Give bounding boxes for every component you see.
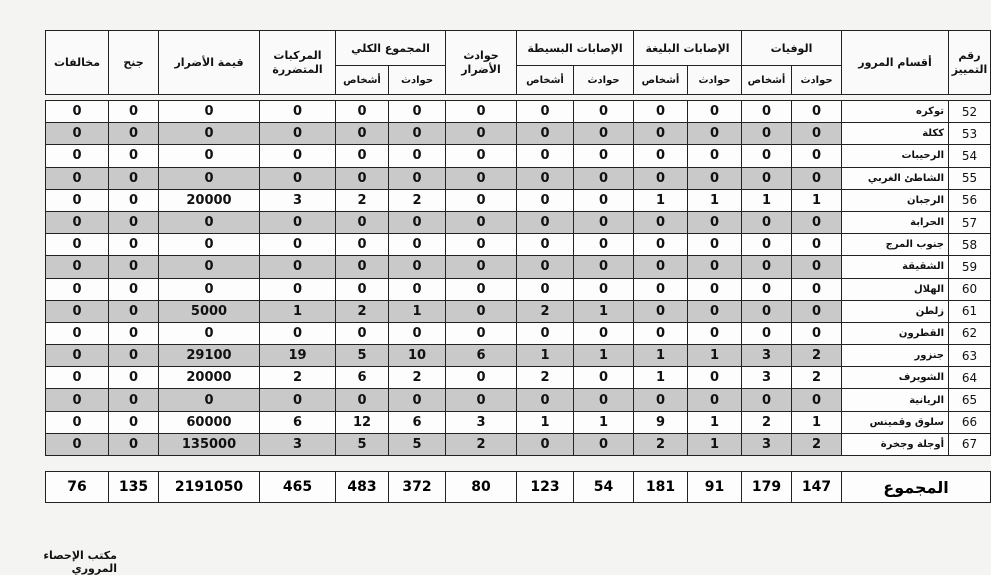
department-name-cell: جنوب المرج bbox=[842, 234, 949, 256]
deaths-accidents-cell: 0 bbox=[792, 300, 842, 322]
damage-value-cell: 0 bbox=[159, 234, 260, 256]
minor-persons-cell: 0 bbox=[517, 123, 574, 145]
row-number-cell: 55 bbox=[949, 167, 991, 189]
total-severe-persons: 181 bbox=[634, 472, 688, 503]
misdemeanors-cell: 0 bbox=[109, 389, 159, 411]
violations-cell: 0 bbox=[46, 322, 109, 344]
damaged-vehicles-cell: 0 bbox=[260, 101, 336, 123]
overall-persons-cell: 5 bbox=[336, 433, 389, 455]
deaths-persons-cell: 3 bbox=[742, 433, 792, 455]
damage-value-cell: 29100 bbox=[159, 345, 260, 367]
damaged-vehicles-cell: 0 bbox=[260, 145, 336, 167]
damage-accidents-cell: 0 bbox=[446, 101, 517, 123]
department-name-cell: القطرون bbox=[842, 322, 949, 344]
violations-cell: 0 bbox=[46, 300, 109, 322]
subheader-accidents: حوادث bbox=[688, 66, 742, 95]
deaths-accidents-cell: 1 bbox=[792, 189, 842, 211]
department-name-cell: الهلال bbox=[842, 278, 949, 300]
damage-accidents-cell: 0 bbox=[446, 322, 517, 344]
header-department: أقسام المرور bbox=[842, 31, 949, 95]
damage-value-cell: 0 bbox=[159, 322, 260, 344]
overall-accidents-cell: 0 bbox=[389, 322, 446, 344]
severe-accidents-cell: 0 bbox=[688, 367, 742, 389]
violations-cell: 0 bbox=[46, 433, 109, 455]
misdemeanors-cell: 0 bbox=[109, 345, 159, 367]
total-misdemeanors: 135 bbox=[109, 472, 159, 503]
deaths-persons-cell: 0 bbox=[742, 389, 792, 411]
deaths-persons-cell: 0 bbox=[742, 145, 792, 167]
table-row bbox=[46, 278, 991, 300]
misdemeanors-cell: 0 bbox=[109, 123, 159, 145]
subheader-accidents: حوادث bbox=[792, 66, 842, 95]
row-number-cell: 52 bbox=[949, 101, 991, 123]
overall-accidents-cell: 6 bbox=[389, 411, 446, 433]
damaged-vehicles-cell: 0 bbox=[260, 211, 336, 233]
severe-accidents-cell: 0 bbox=[688, 123, 742, 145]
subheader-persons: أشخاص bbox=[742, 66, 792, 95]
subheader-persons: أشخاص bbox=[517, 66, 574, 95]
overall-accidents-cell: 0 bbox=[389, 101, 446, 123]
header-row-number: رقم التمييز bbox=[949, 31, 991, 95]
row-number-cell: 67 bbox=[949, 433, 991, 455]
damage-value-cell: 0 bbox=[159, 123, 260, 145]
minor-accidents-cell: 0 bbox=[574, 433, 634, 455]
overall-persons-cell: 0 bbox=[336, 278, 389, 300]
deaths-accidents-cell: 0 bbox=[792, 322, 842, 344]
department-name-cell: توكره bbox=[842, 101, 949, 123]
deaths-accidents-cell: 0 bbox=[792, 389, 842, 411]
deaths-accidents-cell: 0 bbox=[792, 234, 842, 256]
violations-cell: 0 bbox=[46, 167, 109, 189]
header-overall-total: المجموع الكلي bbox=[336, 31, 446, 66]
deaths-accidents-cell: 2 bbox=[792, 345, 842, 367]
row-number-cell: 63 bbox=[949, 345, 991, 367]
deaths-accidents-cell: 0 bbox=[792, 123, 842, 145]
overall-persons-cell: 12 bbox=[336, 411, 389, 433]
table-row bbox=[46, 211, 991, 233]
damaged-vehicles-cell: 6 bbox=[260, 411, 336, 433]
misdemeanors-cell: 0 bbox=[109, 145, 159, 167]
deaths-accidents-cell: 2 bbox=[792, 433, 842, 455]
table-row bbox=[46, 189, 991, 211]
severe-accidents-cell: 1 bbox=[688, 189, 742, 211]
damaged-vehicles-cell: 2 bbox=[260, 367, 336, 389]
table-row bbox=[46, 345, 991, 367]
deaths-accidents-cell: 0 bbox=[792, 145, 842, 167]
subheader-persons: أشخاص bbox=[634, 66, 688, 95]
misdemeanors-cell: 0 bbox=[109, 367, 159, 389]
deaths-persons-cell: 0 bbox=[742, 211, 792, 233]
minor-persons-cell: 2 bbox=[517, 300, 574, 322]
row-number-cell: 54 bbox=[949, 145, 991, 167]
damage-value-cell: 135000 bbox=[159, 433, 260, 455]
subheader-accidents: حوادث bbox=[574, 66, 634, 95]
table-row bbox=[46, 367, 991, 389]
overall-persons-cell: 0 bbox=[336, 234, 389, 256]
deaths-persons-cell: 2 bbox=[742, 411, 792, 433]
minor-persons-cell: 0 bbox=[517, 322, 574, 344]
deaths-persons-cell: 0 bbox=[742, 101, 792, 123]
subheader-accidents: حوادث bbox=[389, 66, 446, 95]
overall-persons-cell: 0 bbox=[336, 167, 389, 189]
damage-value-cell: 0 bbox=[159, 145, 260, 167]
violations-cell: 0 bbox=[46, 101, 109, 123]
department-name-cell: جنزور bbox=[842, 345, 949, 367]
minor-accidents-cell: 1 bbox=[574, 300, 634, 322]
minor-persons-cell: 0 bbox=[517, 189, 574, 211]
total-damage-accidents: 80 bbox=[446, 472, 517, 503]
damaged-vehicles-cell: 3 bbox=[260, 189, 336, 211]
row-number-cell: 59 bbox=[949, 256, 991, 278]
minor-accidents-cell: 0 bbox=[574, 389, 634, 411]
misdemeanors-cell: 0 bbox=[109, 234, 159, 256]
department-name-cell: أوجلة وجخرة bbox=[842, 433, 949, 455]
damage-accidents-cell: 0 bbox=[446, 211, 517, 233]
overall-accidents-cell: 0 bbox=[389, 123, 446, 145]
overall-persons-cell: 0 bbox=[336, 145, 389, 167]
deaths-accidents-cell: 0 bbox=[792, 278, 842, 300]
damage-value-cell: 60000 bbox=[159, 411, 260, 433]
row-number-cell: 62 bbox=[949, 322, 991, 344]
minor-persons-cell: 2 bbox=[517, 367, 574, 389]
overall-persons-cell: 0 bbox=[336, 322, 389, 344]
damage-accidents-cell: 0 bbox=[446, 234, 517, 256]
damaged-vehicles-cell: 0 bbox=[260, 322, 336, 344]
total-minor-accidents: 54 bbox=[574, 472, 634, 503]
damage-accidents-cell: 0 bbox=[446, 389, 517, 411]
damage-value-cell: 20000 bbox=[159, 367, 260, 389]
overall-persons-cell: 0 bbox=[336, 211, 389, 233]
row-number-cell: 57 bbox=[949, 211, 991, 233]
violations-cell: 0 bbox=[46, 367, 109, 389]
violations-cell: 0 bbox=[46, 256, 109, 278]
header-damage-value: قيمة الأضرار bbox=[159, 31, 260, 95]
damaged-vehicles-cell: 0 bbox=[260, 167, 336, 189]
violations-cell: 0 bbox=[46, 389, 109, 411]
row-number-cell: 53 bbox=[949, 123, 991, 145]
table-row bbox=[46, 433, 991, 455]
violations-cell: 0 bbox=[46, 211, 109, 233]
severe-persons-cell: 0 bbox=[634, 322, 688, 344]
table-row bbox=[46, 167, 991, 189]
deaths-accidents-cell: 0 bbox=[792, 101, 842, 123]
department-name-cell: الشويرف bbox=[842, 367, 949, 389]
severe-persons-cell: 0 bbox=[634, 123, 688, 145]
severe-accidents-cell: 0 bbox=[688, 278, 742, 300]
misdemeanors-cell: 0 bbox=[109, 189, 159, 211]
minor-accidents-cell: 0 bbox=[574, 101, 634, 123]
table-row bbox=[46, 145, 991, 167]
deaths-persons-cell: 0 bbox=[742, 322, 792, 344]
minor-persons-cell: 1 bbox=[517, 345, 574, 367]
damage-accidents-cell: 0 bbox=[446, 367, 517, 389]
overall-accidents-cell: 1 bbox=[389, 300, 446, 322]
overall-accidents-cell: 2 bbox=[389, 189, 446, 211]
row-number-cell: 56 bbox=[949, 189, 991, 211]
misdemeanors-cell: 0 bbox=[109, 278, 159, 300]
table-row bbox=[46, 123, 991, 145]
deaths-persons-cell: 0 bbox=[742, 123, 792, 145]
severe-persons-cell: 1 bbox=[634, 367, 688, 389]
overall-accidents-cell: 0 bbox=[389, 211, 446, 233]
totals-label: المجموع bbox=[842, 472, 991, 503]
department-name-cell: ككلة bbox=[842, 123, 949, 145]
minor-accidents-cell: 0 bbox=[574, 211, 634, 233]
table-row bbox=[46, 322, 991, 344]
minor-accidents-cell: 1 bbox=[574, 345, 634, 367]
minor-persons-cell: 0 bbox=[517, 234, 574, 256]
minor-accidents-cell: 0 bbox=[574, 322, 634, 344]
severe-accidents-cell: 0 bbox=[688, 300, 742, 322]
deaths-accidents-cell: 0 bbox=[792, 256, 842, 278]
header-minor-injuries: الإصابات البسيطة bbox=[517, 31, 634, 66]
minor-accidents-cell: 0 bbox=[574, 278, 634, 300]
overall-persons-cell: 0 bbox=[336, 123, 389, 145]
misdemeanors-cell: 0 bbox=[109, 101, 159, 123]
severe-persons-cell: 0 bbox=[634, 234, 688, 256]
violations-cell: 0 bbox=[46, 278, 109, 300]
damage-value-cell: 5000 bbox=[159, 300, 260, 322]
department-name-cell: الشقيقة bbox=[842, 256, 949, 278]
minor-persons-cell: 0 bbox=[517, 256, 574, 278]
minor-persons-cell: 0 bbox=[517, 278, 574, 300]
total-deaths-accidents: 147 bbox=[792, 472, 842, 503]
minor-accidents-cell: 0 bbox=[574, 234, 634, 256]
violations-cell: 0 bbox=[46, 345, 109, 367]
deaths-persons-cell: 3 bbox=[742, 345, 792, 367]
row-number-cell: 66 bbox=[949, 411, 991, 433]
overall-persons-cell: 2 bbox=[336, 189, 389, 211]
deaths-accidents-cell: 2 bbox=[792, 367, 842, 389]
severe-accidents-cell: 1 bbox=[688, 345, 742, 367]
damaged-vehicles-cell: 0 bbox=[260, 389, 336, 411]
total-severe-accidents: 91 bbox=[688, 472, 742, 503]
total-violations: 76 bbox=[46, 472, 109, 503]
misdemeanors-cell: 0 bbox=[109, 300, 159, 322]
minor-persons-cell: 0 bbox=[517, 211, 574, 233]
damage-value-cell: 0 bbox=[159, 278, 260, 300]
damaged-vehicles-cell: 0 bbox=[260, 278, 336, 300]
overall-persons-cell: 0 bbox=[336, 389, 389, 411]
violations-cell: 0 bbox=[46, 234, 109, 256]
minor-accidents-cell: 0 bbox=[574, 145, 634, 167]
severe-persons-cell: 1 bbox=[634, 345, 688, 367]
severe-accidents-cell: 0 bbox=[688, 145, 742, 167]
damaged-vehicles-cell: 1 bbox=[260, 300, 336, 322]
damage-accidents-cell: 0 bbox=[446, 123, 517, 145]
deaths-accidents-cell: 0 bbox=[792, 167, 842, 189]
table-row bbox=[46, 300, 991, 322]
damage-accidents-cell: 0 bbox=[446, 167, 517, 189]
overall-persons-cell: 2 bbox=[336, 300, 389, 322]
damage-accidents-cell: 3 bbox=[446, 411, 517, 433]
severe-persons-cell: 0 bbox=[634, 300, 688, 322]
minor-persons-cell: 0 bbox=[517, 145, 574, 167]
deaths-persons-cell: 0 bbox=[742, 256, 792, 278]
overall-persons-cell: 0 bbox=[336, 256, 389, 278]
misdemeanors-cell: 0 bbox=[109, 411, 159, 433]
damage-accidents-cell: 0 bbox=[446, 278, 517, 300]
department-name-cell: الشاطئ الغربي bbox=[842, 167, 949, 189]
severe-accidents-cell: 1 bbox=[688, 433, 742, 455]
severe-persons-cell: 0 bbox=[634, 389, 688, 411]
total-damage-value: 2191050 bbox=[159, 472, 260, 503]
overall-accidents-cell: 0 bbox=[389, 256, 446, 278]
damage-accidents-cell: 0 bbox=[446, 189, 517, 211]
row-number-cell: 64 bbox=[949, 367, 991, 389]
total-overall-accidents: 372 bbox=[389, 472, 446, 503]
subheader-persons: أشخاص bbox=[336, 66, 389, 95]
damaged-vehicles-cell: 0 bbox=[260, 123, 336, 145]
overall-accidents-cell: 0 bbox=[389, 167, 446, 189]
violations-cell: 0 bbox=[46, 189, 109, 211]
severe-persons-cell: 0 bbox=[634, 101, 688, 123]
header-deaths: الوفيات bbox=[742, 31, 842, 66]
severe-accidents-cell: 0 bbox=[688, 101, 742, 123]
damaged-vehicles-cell: 0 bbox=[260, 234, 336, 256]
department-name-cell: زلطن bbox=[842, 300, 949, 322]
minor-accidents-cell: 0 bbox=[574, 256, 634, 278]
overall-accidents-cell: 0 bbox=[389, 389, 446, 411]
damage-accidents-cell: 0 bbox=[446, 145, 517, 167]
violations-cell: 0 bbox=[46, 123, 109, 145]
overall-accidents-cell: 0 bbox=[389, 234, 446, 256]
misdemeanors-cell: 0 bbox=[109, 433, 159, 455]
deaths-accidents-cell: 1 bbox=[792, 411, 842, 433]
minor-accidents-cell: 0 bbox=[574, 123, 634, 145]
severe-accidents-cell: 0 bbox=[688, 256, 742, 278]
overall-accidents-cell: 0 bbox=[389, 145, 446, 167]
minor-accidents-cell: 1 bbox=[574, 411, 634, 433]
deaths-persons-cell: 0 bbox=[742, 278, 792, 300]
minor-accidents-cell: 0 bbox=[574, 167, 634, 189]
damage-value-cell: 20000 bbox=[159, 189, 260, 211]
deaths-persons-cell: 0 bbox=[742, 234, 792, 256]
damage-value-cell: 0 bbox=[159, 167, 260, 189]
row-number-cell: 65 bbox=[949, 389, 991, 411]
minor-persons-cell: 0 bbox=[517, 389, 574, 411]
total-damaged-vehicles: 465 bbox=[260, 472, 336, 503]
overall-persons-cell: 6 bbox=[336, 367, 389, 389]
overall-accidents-cell: 5 bbox=[389, 433, 446, 455]
overall-persons-cell: 0 bbox=[336, 101, 389, 123]
table-row bbox=[46, 256, 991, 278]
severe-persons-cell: 0 bbox=[634, 278, 688, 300]
total-deaths-persons: 179 bbox=[742, 472, 792, 503]
department-name-cell: الرحيبات bbox=[842, 145, 949, 167]
minor-persons-cell: 0 bbox=[517, 433, 574, 455]
minor-persons-cell: 0 bbox=[517, 101, 574, 123]
deaths-persons-cell: 0 bbox=[742, 167, 792, 189]
overall-persons-cell: 5 bbox=[336, 345, 389, 367]
header-violations: مخالفات bbox=[46, 31, 109, 95]
minor-persons-cell: 0 bbox=[517, 167, 574, 189]
damage-accidents-cell: 2 bbox=[446, 433, 517, 455]
misdemeanors-cell: 0 bbox=[109, 211, 159, 233]
department-name-cell: سلوق وقمينس bbox=[842, 411, 949, 433]
row-number-cell: 60 bbox=[949, 278, 991, 300]
severe-persons-cell: 0 bbox=[634, 211, 688, 233]
damaged-vehicles-cell: 0 bbox=[260, 256, 336, 278]
overall-accidents-cell: 0 bbox=[389, 278, 446, 300]
table-row bbox=[46, 101, 991, 123]
header-damage-accidents: حوادث الأضرار bbox=[446, 31, 517, 95]
severe-accidents-cell: 0 bbox=[688, 389, 742, 411]
damaged-vehicles-cell: 3 bbox=[260, 433, 336, 455]
misdemeanors-cell: 0 bbox=[109, 167, 159, 189]
violations-cell: 0 bbox=[46, 145, 109, 167]
severe-persons-cell: 0 bbox=[634, 256, 688, 278]
severe-persons-cell: 2 bbox=[634, 433, 688, 455]
severe-persons-cell: 0 bbox=[634, 145, 688, 167]
department-name-cell: الرجبان bbox=[842, 189, 949, 211]
total-minor-persons: 123 bbox=[517, 472, 574, 503]
deaths-persons-cell: 0 bbox=[742, 300, 792, 322]
damage-value-cell: 0 bbox=[159, 389, 260, 411]
damage-value-cell: 0 bbox=[159, 101, 260, 123]
damaged-vehicles-cell: 19 bbox=[260, 345, 336, 367]
misdemeanors-cell: 0 bbox=[109, 322, 159, 344]
minor-accidents-cell: 0 bbox=[574, 367, 634, 389]
table-row bbox=[46, 389, 991, 411]
severe-accidents-cell: 0 bbox=[688, 322, 742, 344]
severe-accidents-cell: 0 bbox=[688, 211, 742, 233]
deaths-persons-cell: 3 bbox=[742, 367, 792, 389]
traffic-statistics-table bbox=[45, 30, 991, 456]
row-number-cell: 61 bbox=[949, 300, 991, 322]
footer-office-name: مكتب الإحصاء المروري bbox=[43, 549, 117, 575]
misdemeanors-cell: 0 bbox=[109, 256, 159, 278]
header-damaged-vehicles: المركبات المتضررة bbox=[260, 31, 336, 95]
table-row bbox=[46, 234, 991, 256]
severe-persons-cell: 1 bbox=[634, 189, 688, 211]
damage-value-cell: 0 bbox=[159, 256, 260, 278]
header-misdemeanors: جنح bbox=[109, 31, 159, 95]
damage-value-cell: 0 bbox=[159, 211, 260, 233]
damage-accidents-cell: 6 bbox=[446, 345, 517, 367]
violations-cell: 0 bbox=[46, 411, 109, 433]
row-number-cell: 58 bbox=[949, 234, 991, 256]
minor-accidents-cell: 0 bbox=[574, 189, 634, 211]
overall-accidents-cell: 10 bbox=[389, 345, 446, 367]
damage-accidents-cell: 0 bbox=[446, 300, 517, 322]
deaths-persons-cell: 1 bbox=[742, 189, 792, 211]
department-name-cell: الريانية bbox=[842, 389, 949, 411]
severe-accidents-cell: 0 bbox=[688, 167, 742, 189]
table-row bbox=[46, 411, 991, 433]
overall-accidents-cell: 2 bbox=[389, 367, 446, 389]
header-severe-injuries: الإصابات البليغة bbox=[634, 31, 742, 66]
minor-persons-cell: 1 bbox=[517, 411, 574, 433]
totals-table bbox=[45, 471, 991, 503]
severe-accidents-cell: 1 bbox=[688, 411, 742, 433]
damage-accidents-cell: 0 bbox=[446, 256, 517, 278]
severe-accidents-cell: 0 bbox=[688, 234, 742, 256]
department-name-cell: الحرابة bbox=[842, 211, 949, 233]
total-overall-persons: 483 bbox=[336, 472, 389, 503]
severe-persons-cell: 0 bbox=[634, 167, 688, 189]
severe-persons-cell: 9 bbox=[634, 411, 688, 433]
deaths-accidents-cell: 0 bbox=[792, 211, 842, 233]
